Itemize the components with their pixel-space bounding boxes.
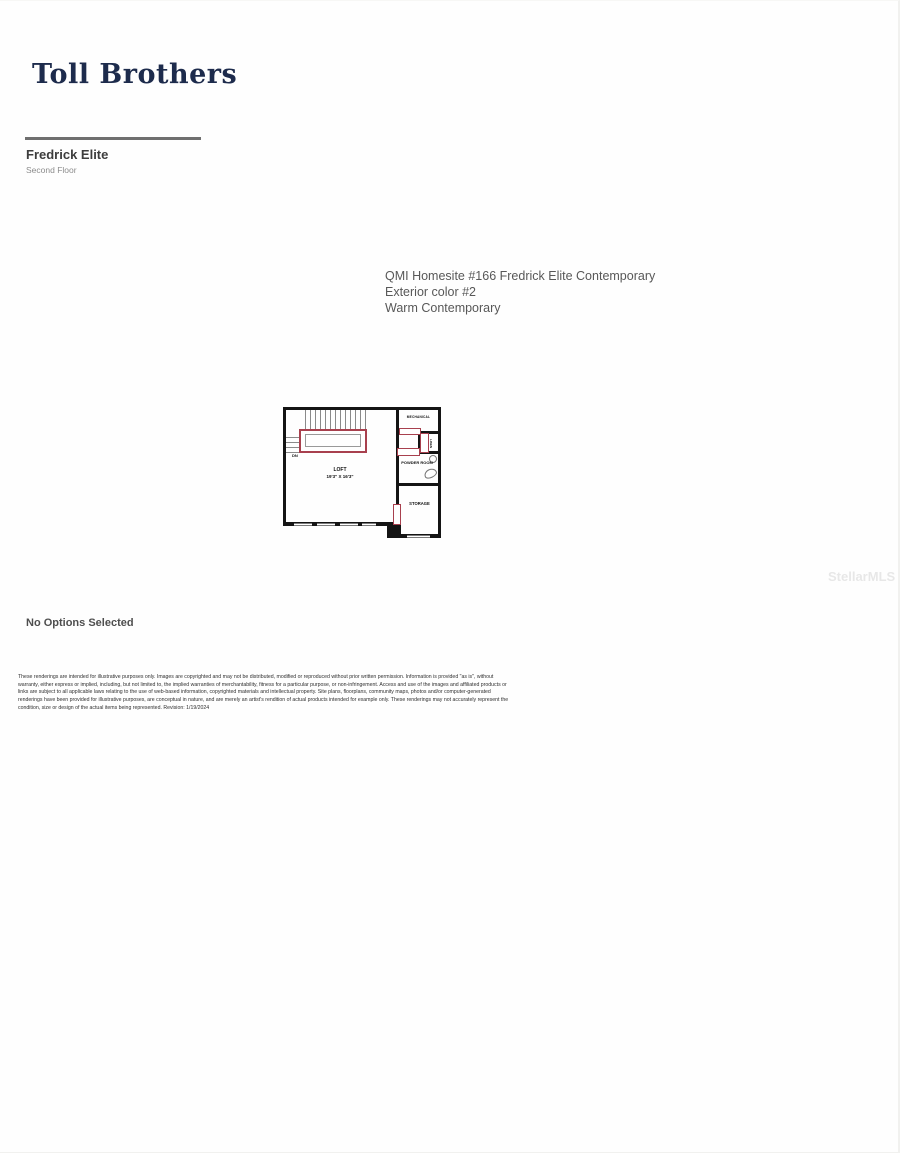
powder-room-door <box>397 448 420 456</box>
loft-window-2 <box>317 523 335 526</box>
header-divider-line <box>25 137 201 140</box>
homesite-info-line-1: QMI Homesite #166 Fredrick Elite Contemporary <box>385 269 656 283</box>
floor-plan-diagram <box>283 407 441 538</box>
disclaimer-line-3: links are subject to all applicable laws relating to the use of web-based information, copyrighted materials and intellectual property. Site plans, floorplans, community maps, photos and/or computer-generated <box>18 689 491 696</box>
loft-window-4 <box>362 523 376 526</box>
loft-dimensions: 19'3" X 16'3" <box>326 474 354 479</box>
homesite-info-line-3: Warm Contemporary <box>385 300 501 315</box>
stair-down-label: DN <box>292 453 298 458</box>
storage-room-label: STORAGE <box>409 501 430 506</box>
homesite-info-line-2: Exterior color #2 <box>385 284 477 299</box>
disclaimer-line-5: condition, size or design of the actual items being represented. Revision: 1/19/2024 <box>18 704 210 711</box>
mechanical-room-label: MECHANICAL <box>406 415 431 419</box>
storage-door <box>393 504 401 525</box>
wall-powder-bottom <box>396 483 438 486</box>
loft-window-3 <box>340 523 358 526</box>
stair-opening <box>305 434 361 447</box>
plan-name: Fredrick Elite <box>26 147 109 162</box>
options-status-text: No Options Selected <box>26 617 134 629</box>
linen-closet-label: LINEN <box>429 439 433 448</box>
disclaimer-line-4: renderings have been provided for illustrative purposes, are conceptual in nature, and are merely an artist's rendition of actual products intended for example only. These renderings may not accurately represent the <box>18 697 509 704</box>
toll-brothers-logo: Toll Brothers <box>32 59 238 90</box>
wall-right <box>438 407 441 538</box>
stair-winders <box>286 433 300 453</box>
stair-treads <box>305 410 367 430</box>
loft-room-label <box>310 467 370 479</box>
loft-name: LOFT <box>333 467 347 473</box>
homesite-info-block <box>385 269 655 316</box>
linen-door <box>420 433 429 453</box>
disclaimer-line-1: These renderings are intended for illustrative purposes only. Images are copyrighted and may not be distributed, modified or reproduced without prior written permission. Information is provided "as is", without <box>18 674 494 680</box>
wall-left <box>283 407 286 526</box>
powder-room-label: POWDER ROOM <box>401 460 433 465</box>
storage-window <box>407 535 430 538</box>
legal-disclaimer <box>18 674 508 713</box>
stellar-mls-watermark: StellarMLS <box>828 569 896 584</box>
disclaimer-line-2: warranty, either express or implied, including, but not limited to, the implied warranties of merchantability, fitness for a particular purpose, or non-infringement. Access and use of the images and affiliated products or <box>18 681 507 688</box>
floor-label: Second Floor <box>26 165 77 175</box>
mechanical-door <box>399 428 421 435</box>
powder-toilet-icon <box>423 467 439 481</box>
loft-window-1 <box>294 523 312 526</box>
